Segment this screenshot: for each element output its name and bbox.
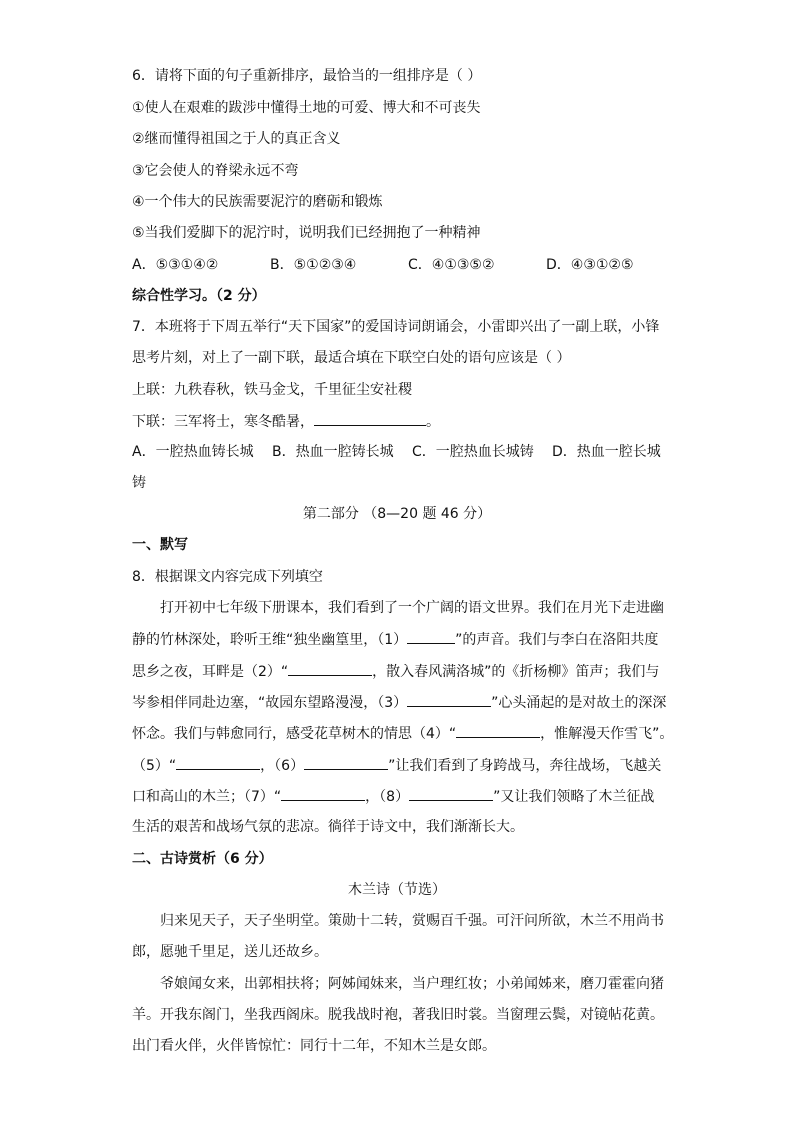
q7-option-d-wrap: 铸 — [132, 475, 146, 491]
q8-para-line3 — [132, 661, 659, 682]
q8-para-line7 — [132, 786, 654, 807]
q8-text: ，惟解漫天作雪飞”。 — [540, 726, 674, 742]
q7-option-d[interactable]: D．热血一腔长城 — [552, 444, 661, 460]
poem-line3: 爷娘闻女来，出郭相扶将；阿姊闻妹来，当户理红妆；小弟闻姊来，磨刀霍霍向猪 — [160, 976, 664, 992]
q8-text: 口和高山的木兰；（7）“ — [132, 789, 282, 805]
q8-blank-1[interactable] — [407, 629, 455, 644]
q8-para-line1: 打开初中七年级下册课本，我们看到了一个广阔的语文世界。我们在月光下走进幽 — [160, 600, 664, 616]
q8-text: ”心头涌起的是对故土的深深 — [491, 695, 667, 711]
section1-heading: 一、默写 — [132, 537, 188, 553]
poem-line2: 郎，愿驰千里足，送儿还故乡。 — [132, 944, 328, 960]
q7-answer-blank[interactable] — [314, 411, 426, 426]
q7-lower-suffix: 。 — [426, 414, 440, 430]
q8-blank-8[interactable] — [409, 786, 493, 801]
q8-text: 静的竹林深处，聆听王维“独坐幽篁里，（1） — [132, 632, 408, 648]
q6-option-a[interactable]: A．⑤③①④② — [132, 257, 219, 273]
q7-upper-couplet: 上联：九秩春秋，铁马金戈，千里征尘安社稷 — [132, 382, 412, 398]
q8-para-line8: 生活的艰苦和战场气氛的悲凉。徜徉于诗文中，我们渐渐长大。 — [132, 819, 524, 835]
q8-text: ”又让我们领略了木兰征战 — [493, 789, 655, 805]
q8-text: （5）“ — [132, 758, 177, 774]
q8-blank-2[interactable] — [288, 661, 372, 676]
q8-text: ”让我们看到了身跨战马，奔往战场，飞越关 — [388, 758, 662, 774]
q7-stem-line1: 7．本班将于下周五举行“天下国家”的爱国诗词朗诵会，小雷即兴出了一副上联，小锋 — [132, 319, 660, 335]
q7-stem-line2: 思考片刻，对上了一副下联，最适合填在下联空白处的语句应该是（ ） — [132, 350, 571, 366]
poem-line4: 羊。开我东阁门，坐我西阁床。脱我战时袍，著我旧时裳。当窗理云鬓，对镜帖花黄。 — [132, 1007, 664, 1023]
q8-blank-6[interactable] — [304, 755, 388, 770]
section2-heading: 二、古诗赏析（6 分） — [132, 851, 273, 867]
q7-lower-couplet — [132, 411, 440, 432]
q8-para-line2 — [132, 629, 658, 650]
poem-title: 木兰诗（节选） — [348, 882, 446, 898]
q7-option-a[interactable]: A．一腔热血铸长城 — [132, 444, 254, 460]
q8-para-line5 — [132, 723, 673, 744]
q6-stem: 6．请将下面的句子重新排序，最恰当的一组排序是（ ） — [132, 68, 482, 84]
section-comprehensive-heading: 综合性学习。（2 分） — [132, 288, 266, 304]
q8-para-line4 — [132, 692, 666, 713]
q6-sentence-3: ③它会使人的脊梁永远不弯 — [132, 163, 299, 179]
q6-option-c[interactable]: C．④①③⑤② — [408, 257, 495, 273]
q6-options — [132, 255, 634, 275]
q6-option-b[interactable]: B．⑤①②③④ — [270, 257, 357, 273]
q8-blank-7[interactable] — [281, 786, 365, 801]
q8-stem: 8．根据课文内容完成下列填空 — [132, 569, 323, 585]
q8-text: ，（8） — [365, 789, 410, 805]
q8-text: ，散入春风满洛城”的《折杨柳》笛声；我们与 — [372, 664, 660, 680]
q7-option-c[interactable]: C．一腔热血长城铸 — [412, 444, 534, 460]
q8-text: 岑参相伴同赴边塞，“故园东望路漫漫，（3） — [132, 695, 408, 711]
q7-options — [132, 442, 661, 462]
q8-blank-4[interactable] — [456, 723, 540, 738]
q8-text: 思乡之夜，耳畔是（2）“ — [132, 664, 289, 680]
q7-option-b[interactable]: B．热血一腔铸长城 — [272, 444, 394, 460]
q8-blank-3[interactable] — [407, 692, 491, 707]
q6-sentence-1: ①使人在艰难的跋涉中懂得土地的可爱、博大和不可丧失 — [132, 100, 481, 116]
q7-lower-prefix: 下联：三军将士，寒冬酷暑， — [132, 414, 314, 430]
poem-line5: 出门看火伴，火伴皆惊忙：同行十二年，不知木兰是女郎。 — [132, 1038, 496, 1054]
q6-sentence-2: ②继而懂得祖国之于人的真正含义 — [132, 131, 341, 147]
q6-option-d[interactable]: D．④③①②⑤ — [546, 257, 634, 273]
q6-sentence-4: ④一个伟大的民族需要泥泞的磨砺和锻炼 — [132, 194, 383, 210]
q8-blank-5[interactable] — [176, 755, 260, 770]
q6-sentence-5: ⑤当我们爱脚下的泥泞时，说明我们已经拥抱了一种精神 — [132, 225, 481, 241]
q8-text: 怀念。我们与韩愈同行，感受花草树木的情思（4）“ — [132, 726, 457, 742]
poem-line1: 归来见天子，天子坐明堂。策勋十二转，赏赐百千强。可汗问所欲，木兰不用尚书 — [160, 913, 664, 929]
q8-para-line6 — [132, 755, 661, 776]
part2-title: 第二部分 （8—20 题 46 分） — [302, 506, 492, 522]
q8-text: ”的声音。我们与李白在洛阳共度 — [455, 632, 659, 648]
q8-text: ，（6） — [260, 758, 305, 774]
